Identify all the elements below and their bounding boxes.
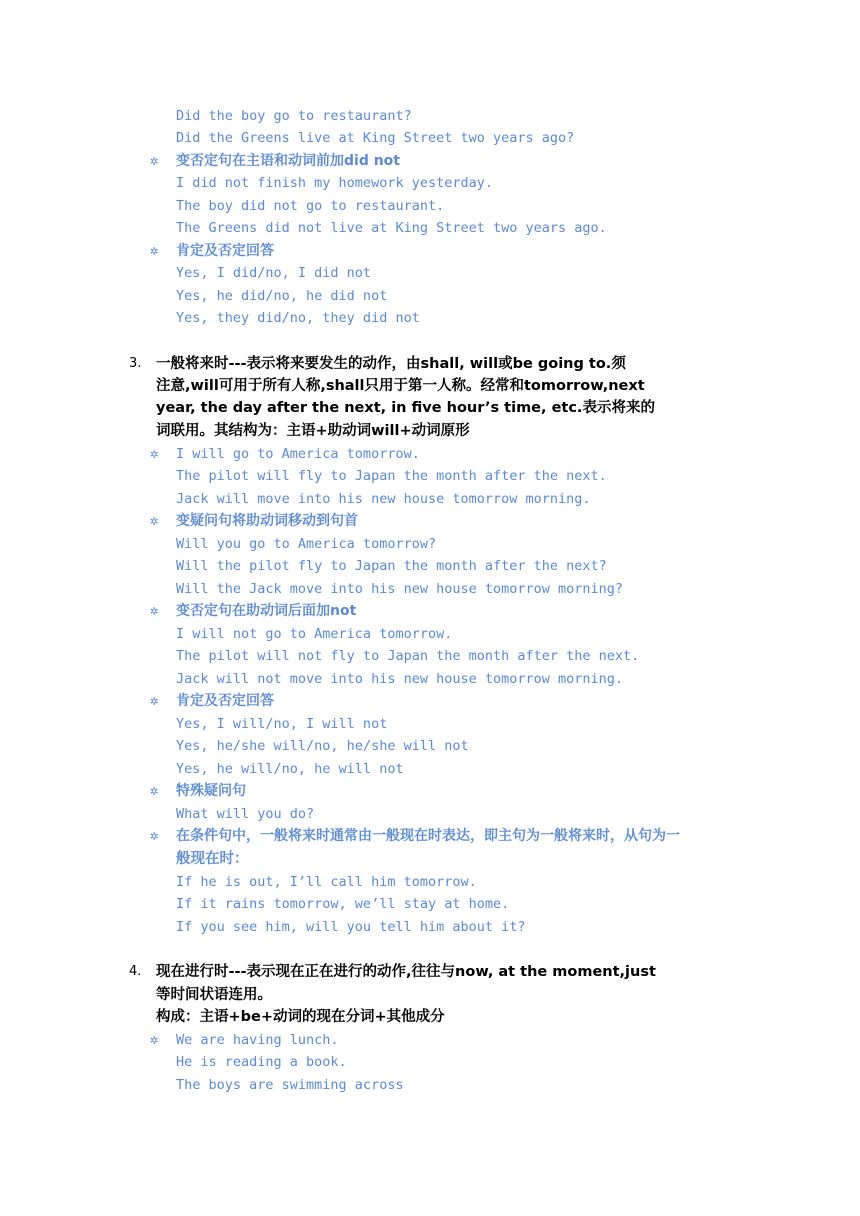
section-number: 3. [129,356,142,371]
example-line: Yes, I will/no, I will not [176,716,388,732]
example-line: Jack will not move into his new house tomorrow morning. [176,671,624,687]
bullet-heading: 肯定及否定回答 [176,243,274,259]
example-line: What will you do? [176,806,315,822]
example-line: Did the Greens live at King Street two years ago? [176,130,575,146]
example-line: Yes, he/she will/no, he/she will not [176,738,469,754]
bullet-negative-future [150,600,356,622]
section-number: 4. [129,964,142,979]
example-line: Will the pilot fly to Japan the month after the next? [176,558,607,574]
example-line: The pilot will not fly to Japan the month after the next. [176,648,640,664]
example-line: Yes, they did/no, they did not [176,310,420,326]
example-line: I will not go to America tomorrow. [176,626,453,642]
example-line: I did not finish my homework yesterday. [176,175,493,191]
bullet-negative-past [150,150,400,172]
example-line: The boys are swimming across [176,1077,404,1093]
section-heading-line: year, the day after the next, in five hour’s time, etc.表示将来的 [156,400,655,416]
example-line: The pilot will fly to Japan the month after the next. [176,468,607,484]
example-line: Yes, he will/no, he will not [176,761,404,777]
example-line: If it rains tomorrow, we’ll stay at home. [176,896,510,912]
section-heading-line: 注意,will可用于所有人称,shall只用于第一人称。经常和tomorrow,next [156,378,645,394]
star-bullet-icon: ✲ [150,693,159,709]
bullet-heading: 特殊疑问句 [176,783,246,799]
star-bullet-icon: ✲ [150,1032,159,1048]
example-line: He is reading a book. [176,1054,347,1070]
example-line: Will you go to America tomorrow? [176,536,437,552]
bullet-wh-question [150,780,246,802]
bullet-example: We are having lunch. [176,1032,339,1048]
bullet-heading: 变否定句在助动词后面加not [176,603,357,619]
bullet-example: I will go to America tomorrow. [176,446,420,462]
example-line: Yes, he did/no, he did not [176,288,388,304]
example-line: Jack will move into his new house tomorrow morning. [176,491,591,507]
bullet-present-continuous [150,1029,339,1051]
star-bullet-icon: ✲ [150,828,159,844]
bullet-affirmative-future [150,443,420,465]
example-line: Yes, I did/no, I did not [176,265,372,281]
bullet-answer-past [150,240,274,262]
section-heading-line: 一般将来时---表示将来要发生的动作，由shall, will或be going to.须 [156,356,626,372]
bullet-conditional [150,825,680,847]
bullet-answer-future [150,690,274,712]
example-line: If you see him, will you tell him about it? [176,919,526,935]
example-line: The Greens did not live at King Street two years ago. [176,220,607,236]
star-bullet-icon: ✲ [150,783,159,799]
star-bullet-icon: ✲ [150,513,159,529]
section-heading-line: 词联用。其结构为：主语+助动词will+动词原形 [156,423,470,439]
example-line: Did the boy go to restaurant? [176,108,412,124]
bullet-question-future [150,510,358,532]
section-heading-line: 现在进行时---表示现在正在进行的动作,往往与now, at the moment,just [156,964,656,980]
star-bullet-icon: ✲ [150,243,159,259]
star-bullet-icon: ✲ [150,603,159,619]
bullet-heading: 变疑问句将助动词移动到句首 [176,513,358,529]
bullet-heading-wrap: 般现在时： [176,851,249,867]
example-line: If he is out, I’ll call him tomorrow. [176,874,477,890]
section-heading-line: 等时间状语连用。 [156,987,272,1003]
bullet-heading: 在条件句中，一般将来时通常由一般现在时表达，即主句为一般将来时，从句为一 [176,828,680,844]
bullet-heading: 肯定及否定回答 [176,693,274,709]
example-line: The boy did not go to restaurant. [176,198,445,214]
example-line: Will the Jack move into his new house tomorrow morning? [176,581,624,597]
star-bullet-icon: ✲ [150,153,159,169]
section-heading-line: 构成：主语+be+动词的现在分词+其他成分 [156,1009,445,1025]
star-bullet-icon: ✲ [150,446,159,462]
bullet-heading: 变否定句在主语和动词前加did not [176,153,400,169]
